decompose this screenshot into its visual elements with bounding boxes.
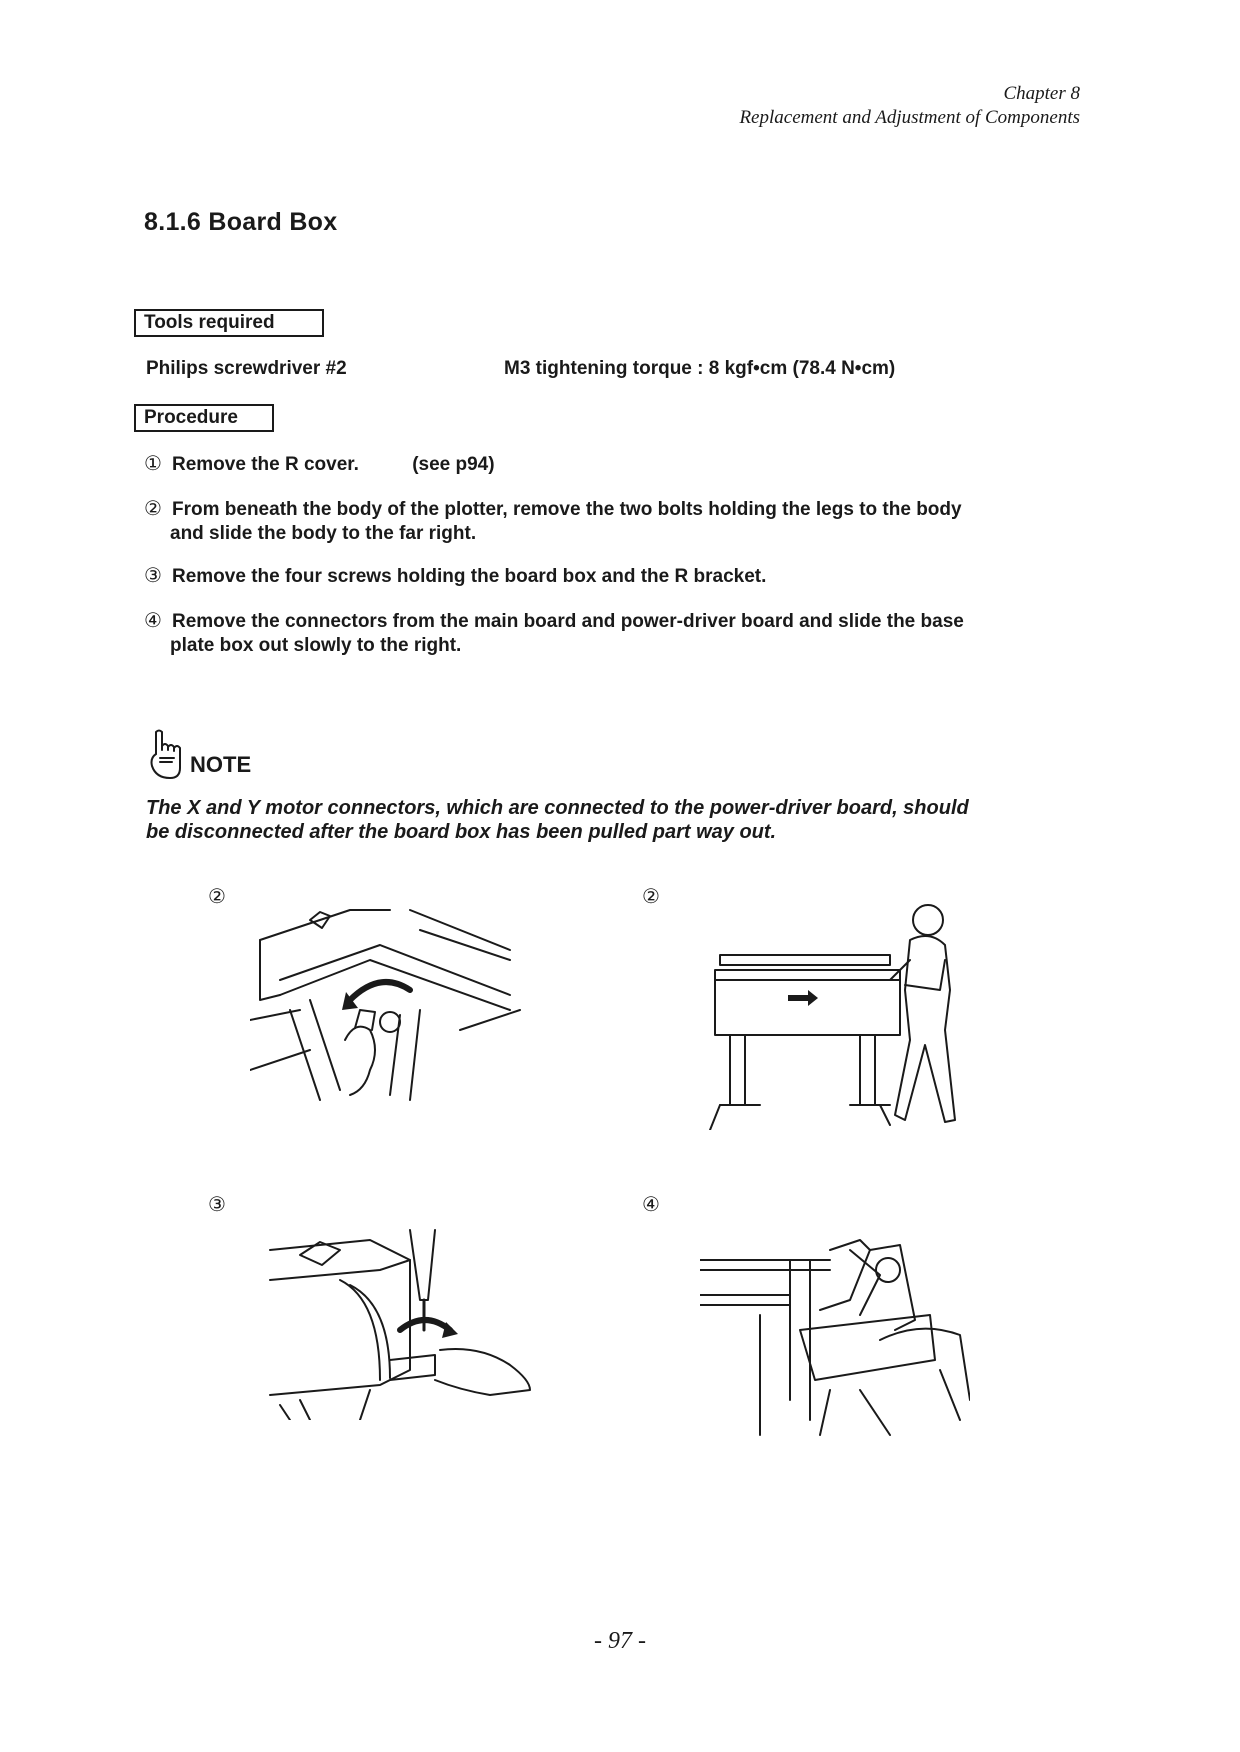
figure-label: ③ [208,1192,226,1216]
procedure-label: Procedure [134,404,274,432]
step-number: ④ [144,610,162,632]
tools-required-label: Tools required [134,309,324,337]
procedure-step-4 [144,609,1084,658]
figure-label: ④ [642,1192,660,1216]
note-text-line: be disconnected after the board box has been pulled part way out. [146,821,777,843]
chapter-header [739,82,1080,130]
figure-remove-connectors [700,1220,970,1440]
tool-screwdriver: Philips screwdriver #2 [146,358,347,379]
page-number: - 97 - [594,1628,646,1654]
figure-slide-body-right [700,880,970,1130]
step-number: ① [144,453,162,475]
step-reference: (see p94) [412,454,495,475]
procedure-step-2 [144,497,1084,546]
step-text: Remove the R cover. [172,454,359,475]
step-number: ③ [144,565,162,587]
figure-label: ② [642,884,660,908]
step-text: Remove the four screws holding the board box and the R bracket. [172,566,767,587]
note-text [146,796,1106,844]
step-text: From beneath the body of the plotter, remove the two bolts holding the legs to the body [172,499,962,520]
figure-label: ② [208,884,226,908]
procedure-step-3 [144,564,1084,589]
procedure-step-1 [144,452,1084,477]
section-title: 8.1.6 Board Box [144,208,338,236]
chapter-label: Chapter 8 [1003,83,1080,104]
note-title: NOTE [190,752,252,777]
tool-torque: M3 tightening torque : 8 kgf•cm (78.4 N•cm) [504,358,896,379]
figure-remove-leg-bolts [250,900,530,1110]
step-number: ② [144,498,162,520]
step-text: Remove the connectors from the main board and power-driver board and slide the base [172,611,964,632]
step-text-continued: and slide the body to the far right. [170,523,477,544]
step-text-continued: plate box out slowly to the right. [170,635,462,656]
chapter-subtitle: Replacement and Adjustment of Components [739,107,1080,128]
pointing-hand-icon [148,728,188,780]
note-text-line: The X and Y motor connectors, which are connected to the power-driver board, should [146,797,969,819]
figure-remove-screws [260,1220,540,1420]
